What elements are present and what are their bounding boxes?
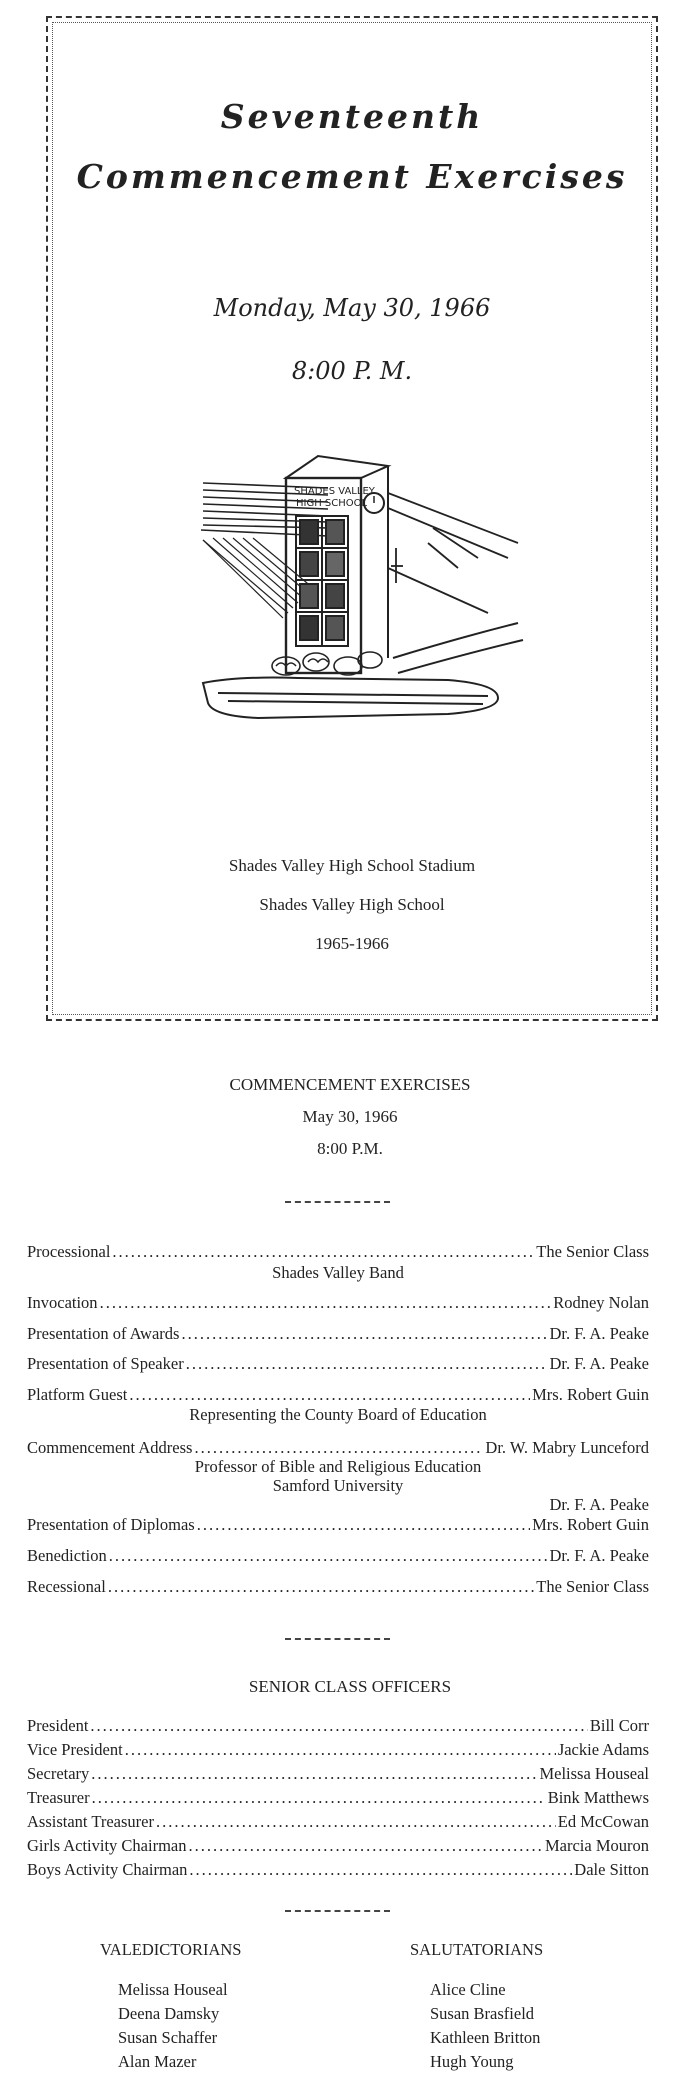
leader-dots [181,1324,547,1344]
program-item-diplomas [27,1515,649,1535]
leader-dots [197,1515,530,1535]
program-item-invocation [27,1293,649,1313]
item-label: Platform Guest [27,1385,128,1404]
program-item-recessional [27,1577,649,1597]
leader-dots [108,1577,534,1597]
list-item: Susan Schaffer [118,2028,218,2047]
list-item: Melissa Houseal [118,1980,228,1999]
officer-title: President [27,1716,89,1735]
officer-name: Melissa Houseal [539,1764,649,1783]
leader-dots [194,1438,483,1458]
section-divider [285,1201,390,1205]
item-label: Commencement Address [27,1438,193,1457]
section-divider [285,1638,390,1642]
item-value: The Senior Class [536,1577,649,1596]
item-label: Invocation [27,1293,98,1312]
officer-title: Secretary [27,1764,90,1783]
leader-dots [92,1788,546,1808]
officer-row [27,1836,649,1856]
program-heading: COMMENCEMENT EXERCISES [229,1075,471,1094]
program-item-address [27,1438,649,1458]
item-value: Mrs. Robert Guin [532,1385,649,1404]
walkway [203,623,523,718]
item-value: Rodney Nolan [553,1293,649,1312]
item-label: Presentation of Speaker [27,1354,184,1373]
program-item-platform-guest [27,1385,649,1405]
program-item-processional [27,1242,649,1262]
item-value: Dr. W. Mabry Lunceford [485,1438,649,1457]
school-building-illustration [198,448,528,748]
address-note-1: Professor of Bible and Religious Education [194,1457,482,1476]
cover-school-year: 1965-1966 [315,934,389,953]
right-building [388,493,518,613]
platform-note: Representing the County Board of Education [189,1405,487,1424]
cover-venue: Shades Valley High School Stadium [228,856,476,875]
officer-title: Vice President [27,1740,123,1759]
item-value: Mrs. Robert Guin [532,1515,649,1534]
officer-name: Jackie Adams [557,1740,649,1759]
officer-title: Girls Activity Chairman [27,1836,187,1855]
item-value: Dr. F. A. Peake [549,1324,649,1343]
leader-dots [129,1385,530,1405]
item-value: The Senior Class [536,1242,649,1261]
item-value: Dr. F. A. Peake [549,1546,649,1565]
leader-dots [189,1860,572,1880]
officer-name: Dale Sitton [574,1860,649,1879]
shrubs [272,652,382,675]
program-time: 8:00 P.M. [317,1139,383,1158]
cover-title-line-1: Seventeenth [220,97,484,136]
list-item: Alice Cline [430,1980,506,1999]
leader-dots [125,1740,556,1760]
leader-dots [112,1242,534,1262]
diplomas-presenter-extra: Dr. F. A. Peake [549,1495,649,1514]
officer-row [27,1812,649,1832]
officer-row [27,1788,649,1808]
item-label: Recessional [27,1577,106,1596]
salutatorians-heading: SALUTATORIANS [410,1940,544,1959]
leader-dots [91,1764,537,1784]
officer-name: Bink Matthews [547,1788,649,1807]
officer-row [27,1860,649,1880]
valedictorians-heading: VALEDICTORIANS [100,1940,242,1959]
sign-line-1: SHADES VALLEY [294,486,375,497]
valedictorians-list [118,1978,228,2074]
officer-row [27,1764,649,1784]
officer-name: Ed McCowan [557,1812,649,1831]
officer-row [27,1740,649,1760]
program-item-awards [27,1324,649,1344]
list-item: Kathleen Britton [430,2028,541,2047]
cover-school: Shades Valley High School [259,895,445,914]
list-item: Deena Damsky [118,2004,220,2023]
officer-title: Assistant Treasurer [27,1812,154,1831]
leader-dots [100,1293,552,1313]
leader-dots [156,1812,556,1832]
item-label: Presentation of Awards [27,1324,180,1343]
leader-dots [188,1836,543,1856]
program-cover [46,16,658,1021]
item-label: Presentation of Diplomas [27,1515,195,1534]
sign-line-2: HIGH SCHOOL [296,498,368,509]
item-label: Benediction [27,1546,107,1565]
officer-title: Boys Activity Chairman [27,1860,188,1879]
program-item-speaker [27,1354,649,1374]
officer-row [27,1716,649,1736]
section-divider [285,1910,390,1914]
list-item: Alan Mazer [118,2052,197,2071]
item-value: Dr. F. A. Peake [549,1354,649,1373]
address-note-2: Samford University [272,1476,404,1495]
window-grid [296,516,348,646]
salutatorians-list [430,1978,540,2074]
program-item-benediction [27,1546,649,1566]
list-item: Susan Brasfield [430,2004,535,2023]
processional-note: Shades Valley Band [272,1263,404,1282]
cover-time: 8:00 P. M. [291,357,413,385]
list-item: Hugh Young [430,2052,514,2071]
leader-dots [186,1354,548,1374]
officer-name: Marcia Mouron [544,1836,649,1855]
program-date: May 30, 1966 [302,1107,398,1126]
item-label: Processional [27,1242,111,1261]
leader-dots [90,1716,587,1736]
cover-date: Monday, May 30, 1966 [213,294,491,322]
officer-title: Treasurer [27,1788,90,1807]
leader-dots [109,1546,548,1566]
officer-name: Bill Corr [589,1716,649,1735]
cover-title-line-2: Commencement Exercises [76,157,628,196]
officers-heading: SENIOR CLASS OFFICERS [248,1677,452,1696]
